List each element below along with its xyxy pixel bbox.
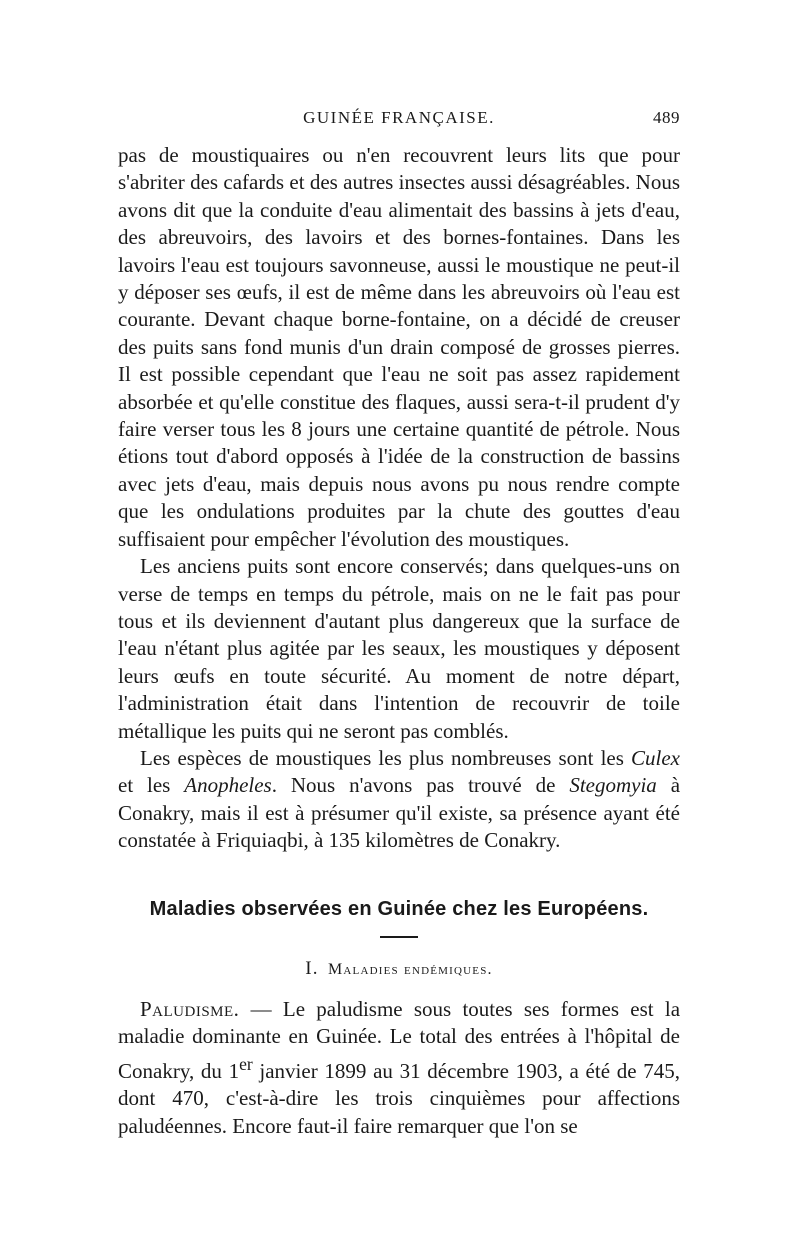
section-heading: Maladies observées en Guinée chez les Européens. [149, 898, 649, 920]
species-anopheles: Anopheles [184, 773, 272, 798]
subheading-text: Maladies endémiques. [327, 961, 493, 978]
paragraph-old-wells: Les anciens puits sont encore conservés; dans quelques-uns on verse de temps en temps du pétrole, mais on ne le fait pas pour tous et ils deviennent d'autant plus dangereux que la surface de l'eau n'étant plus agitée par les seaux, les moustiques y déposent leurs œufs en toute sécurité. Au moment de notre départ, l'administration était dans l'intention de recouvrir de toile métallique les puits qui ne seront pas comblés. [118, 554, 680, 743]
species-text-mid1: et les [118, 773, 185, 798]
paludisme-text-1: Le paludisme sous toutes ses formes est la maladie dominante en Guinée. Le total des entrées à l'hôpital de Conakry, du 1 [118, 997, 681, 1083]
paragraph-paludisme [118, 996, 680, 1140]
paragraph-continuation: pas de moustiquaires ou n'en recouvrent leurs lits que pour s'abriter des cafards et des autres insectes aussi désagréables. Nous avons dit que la conduite d'eau alimentait des bassins à jets d'eau, des abreuvoirs, des lavoirs et des bornes-fontaines. Dans les lavoirs l'eau est toujours savonneuse, aussi le moustique ne peut-il y déposer ses œufs, il est de même dans les abreuvoirs où l'eau est courante. Devant chaque borne-fontaine, on a décidé de creuser des puits sans fond munis d'un drain composé de grosses pierres. Il est possible cependant que l'eau ne soit pas assez rapidement absorbée et qu'elle constitue des flaques, aussi sera-t-il prudent d'y faire verser tous les 8 jours une certaine quantité de pétrole. Nous étions tout d'abord opposés à l'idée de la construction de bassins avec jets d'eau, mais depuis nous avons pu nous rendre compte que les ondulations produites par la chute des gouttes d'eau suffisaient pour empêcher l'évolution des moustiques. [118, 143, 680, 551]
running-head [118, 108, 680, 138]
page-number: 489 [653, 108, 680, 127]
paludisme-superscript: er [239, 1053, 253, 1074]
body-text [118, 142, 680, 855]
subheading-numeral: I. [305, 958, 319, 979]
subheading [118, 958, 680, 980]
species-text-before: Les espèces de moustiques les plus nombreuses sont les [140, 745, 632, 770]
species-stegomyia: Stegomyia [569, 773, 657, 798]
section-divider [380, 936, 418, 938]
paragraph-species [118, 745, 680, 855]
species-text-after: à Conakry, mais il est à présumer qu'il existe, sa présence ayant été constatée à Friquiaqbi, à 135 kilomètres de Conakry. [118, 773, 681, 853]
species-text-mid2: . Nous n'avons pas trouvé de [271, 773, 570, 798]
species-culex: Culex [631, 745, 680, 770]
paludisme-text-2: janvier 1899 au 31 décembre 1903, a été de 745, dont 470, c'est-à-dire les trois cinquièmes pour affections paludéennes. Encore faut-il faire remarquer que l'on se [118, 1058, 680, 1138]
running-title: GUINÉE FRANÇAISE. [303, 108, 495, 127]
paludisme-lead: Paludisme. [140, 997, 240, 1021]
paludisme-dash: — [239, 997, 283, 1021]
body-text-paludisme [118, 996, 680, 1140]
